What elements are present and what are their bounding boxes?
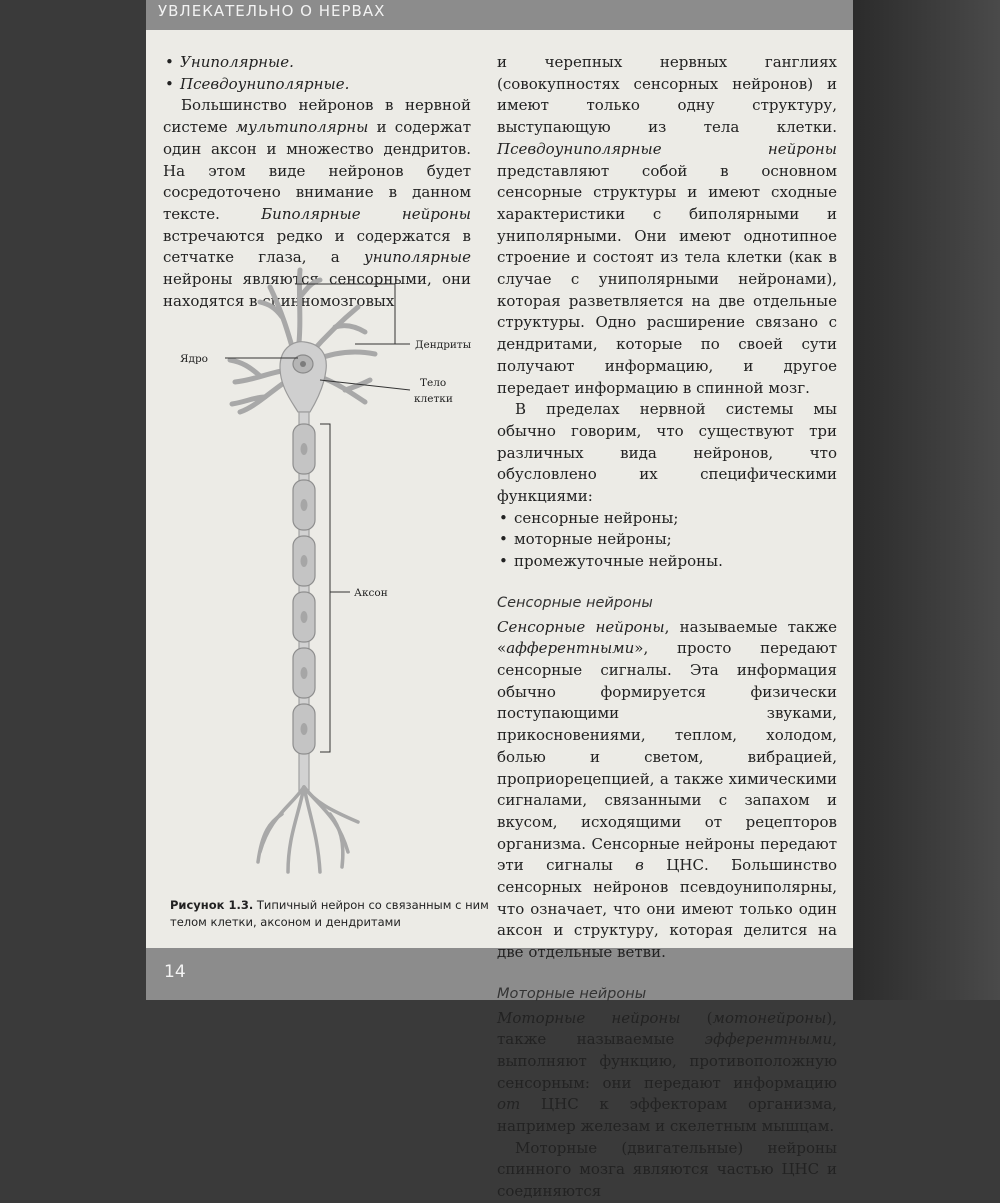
label-nucleus: Ядро <box>180 353 208 365</box>
label-cell-body-line2: клетки <box>414 393 453 405</box>
paragraph: Большинство нейронов в нервной системе мультиполярны и содержат один аксон и множество дендритов. На этом виде нейронов будет сосредоточено внимание в данном тексте. Биполярные нейроны встречаются редко и содержатся в сетчатке глаза, а униполярные нейроны являются сенсорными, они находятся в спинномозговых <box>163 96 471 310</box>
page-number: 14 <box>164 962 186 982</box>
paragraph: Моторные нейроны (мотонейроны), также называемые эфферентными, выполняют функцию, противоположную сенсорным: они передают информацию от ЦНС к эффекторам организма, например железам и скелетным мышцам. <box>497 1008 838 1136</box>
section-heading-sensory: Сенсорные нейроны <box>497 594 653 611</box>
paragraph: и черепных нервных ганглиях (совокупностях сенсорных нейронов) и имеют только одну структуру, выступающую из тела клетки. Псевдоуниполярные нейроны представляют собой в основном сенсорные структуры и имеют сходные характеристики с биполярными и униполярными. Они имеют однотипное строение и состоят из тела клетки (как в случае с униполярными нейронами), которая разветвляется на две отдельные структуры. Одно расширение связано с дендритами, которые по своей сути получают информацию, и другое передает информацию в спинной мозг. <box>497 53 837 397</box>
neuron-diagram <box>170 262 490 892</box>
label-dendrites: Дендриты <box>415 339 472 351</box>
running-head: УВЛЕКАТЕЛЬНО О НЕРВАХ <box>158 2 386 20</box>
label-axon: Аксон <box>354 587 388 599</box>
header-band <box>146 0 853 30</box>
list-item: • моторные нейроны; <box>497 529 837 551</box>
book-spine-shadow <box>853 0 1000 1000</box>
paragraph: В пределах нервной системы мы обычно говорим, что существуют три различных вида нейронов, что обусловлено их специфическими функциями: <box>497 400 837 506</box>
label-cell-body-line1: Тело <box>420 377 447 389</box>
list-item: • Псевдоуниполярные. <box>163 74 471 96</box>
section-heading-motor: Моторные нейроны <box>497 985 647 1002</box>
paragraph: Моторные (двигательные) нейроны спинного мозга являются частью ЦНС и соединяются <box>497 1138 837 1201</box>
cell-body-shape <box>280 342 326 412</box>
right-column <box>497 52 837 1203</box>
axon-terminals <box>258 787 358 872</box>
neuron-figure <box>170 262 490 892</box>
figure-caption: Рисунок 1.3. Типичный нейрон со связанным с ним телом клетки, аксоном и дендритами <box>170 898 489 929</box>
list-item: • Униполярные. <box>163 52 471 74</box>
paragraph: Сенсорные нейроны, называемые также «афферентными», просто передают сенсорные сигналы. Эта информация обычно формируется физически поступающими звуками, прикосновениями, теплом, холодом, болью и светом, вибрацией, проприорецепцией, а также химическими сигналами, связанными с запахом и вкусом, исходящими от рецепторов организма. Сенсорные нейроны передают эти сигналы в ЦНС. Большинство сенсорных нейронов псевдоуниполярны, что означает, что они имеют только один аксон и структуру, которая делится на две отдельные ветви. <box>497 617 837 962</box>
list-item: • сенсорные нейроны; <box>497 508 837 530</box>
list-item: • промежуточные нейроны. <box>497 551 837 573</box>
